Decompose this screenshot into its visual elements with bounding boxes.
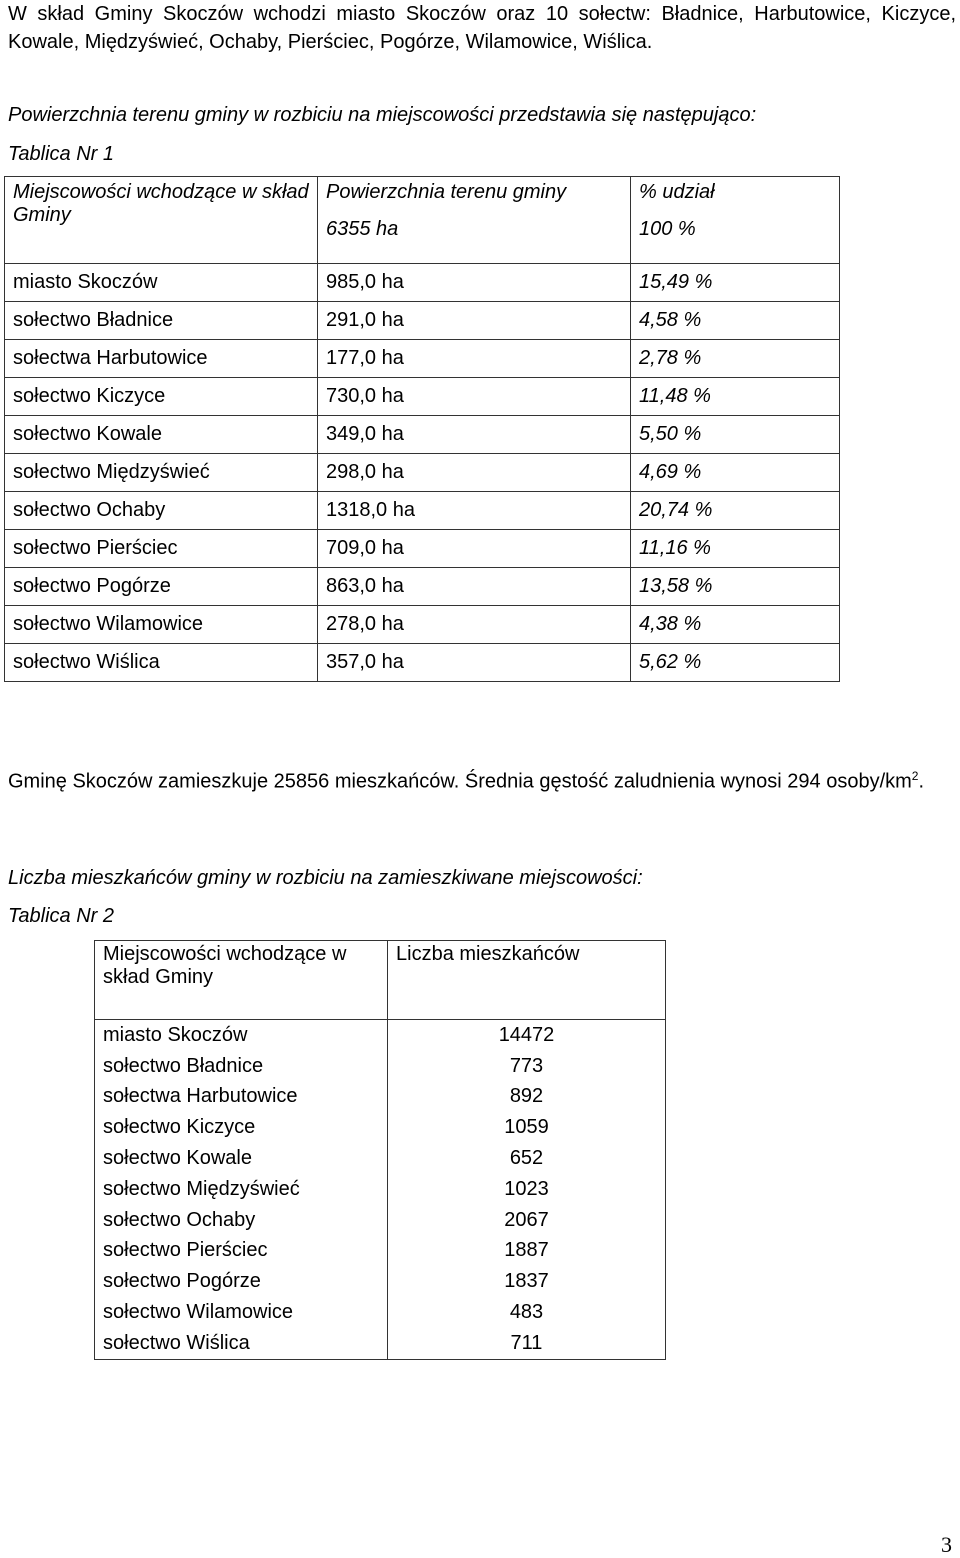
table-row (5, 454, 840, 492)
table-row (95, 1236, 666, 1267)
row-locality: sołectwo Wilamowice (95, 1297, 388, 1328)
population-table-header (95, 941, 666, 1020)
table-row (95, 1266, 666, 1297)
row-locality: sołectwa Harbutowice (95, 1082, 388, 1113)
header-area-total: 6355 ha (326, 218, 399, 240)
row-locality: sołectwo Wiślica (5, 644, 318, 682)
row-locality: sołectwa Harbutowice (5, 340, 318, 378)
row-population: 773 (388, 1051, 666, 1082)
population-intro: Liczba mieszkańców gminy w rozbiciu na zamieszkiwane miejscowości: (8, 867, 643, 889)
row-population: 2067 (388, 1205, 666, 1236)
table-row (5, 644, 840, 682)
row-area: 298,0 ha (318, 454, 631, 492)
row-population: 14472 (388, 1020, 666, 1051)
table-row (5, 492, 840, 530)
row-area: 278,0 ha (318, 606, 631, 644)
row-population: 1837 (388, 1266, 666, 1297)
table-row (95, 1112, 666, 1143)
table-row (95, 1051, 666, 1082)
row-area: 357,0 ha (318, 644, 631, 682)
table-row (95, 1082, 666, 1113)
row-area: 291,0 ha (318, 302, 631, 340)
area-table-header (5, 177, 840, 264)
row-locality: miasto Skoczów (5, 264, 318, 302)
row-locality: sołectwo Pogórze (5, 568, 318, 606)
row-population: 711 (388, 1328, 666, 1359)
row-locality: sołectwo Pierściec (95, 1236, 388, 1267)
table-row (5, 340, 840, 378)
row-locality: sołectwo Międzyświeć (5, 454, 318, 492)
row-locality: sołectwo Pierściec (5, 530, 318, 568)
table-row (95, 1020, 666, 1051)
population-table (94, 940, 666, 1360)
header-locality: Miejscowości wchodzące w skład Gminy (95, 941, 388, 1020)
row-area: 709,0 ha (318, 530, 631, 568)
table-row (5, 416, 840, 454)
header-share (631, 177, 840, 264)
row-share: 20,74 % (631, 492, 840, 530)
row-share: 5,50 % (631, 416, 840, 454)
table-row (5, 378, 840, 416)
row-share: 2,78 % (631, 340, 840, 378)
intro-paragraph: W skład Gminy Skoczów wchodzi miasto Skoczów oraz 10 sołectw: Bładnice, Harbutowice, Kiczyce, Kowale, Międzyświeć, Ochaby, Pierściec, Pogórze, Wilamowice, Wiślica. (8, 3, 956, 53)
header-area (318, 177, 631, 264)
row-locality: sołectwo Wiślica (95, 1328, 388, 1359)
row-population: 892 (388, 1082, 666, 1113)
population-text: Gminę Skoczów zamieszkuje 25856 mieszkańców. Średnia gęstość zaludnienia wynosi 294 osoby/km (8, 770, 912, 793)
row-locality: sołectwo Wilamowice (5, 606, 318, 644)
row-locality: miasto Skoczów (95, 1020, 388, 1051)
row-area: 349,0 ha (318, 416, 631, 454)
row-area: 985,0 ha (318, 264, 631, 302)
row-share: 13,58 % (631, 568, 840, 606)
row-area: 863,0 ha (318, 568, 631, 606)
row-locality: sołectwo Bładnice (95, 1051, 388, 1082)
table-row (5, 530, 840, 568)
population-end: . (918, 770, 925, 793)
population-superscript: 2 (911, 769, 919, 783)
row-share: 11,16 % (631, 530, 840, 568)
header-population: Liczba mieszkańców (388, 941, 666, 1020)
row-population: 1059 (388, 1112, 666, 1143)
row-locality: sołectwo Ochaby (95, 1205, 388, 1236)
row-locality: sołectwo Kiczyce (5, 378, 318, 416)
population-paragraph (8, 764, 956, 794)
row-area: 177,0 ha (318, 340, 631, 378)
row-population: 1023 (388, 1174, 666, 1205)
row-area: 730,0 ha (318, 378, 631, 416)
row-locality: sołectwo Ochaby (5, 492, 318, 530)
area-table (4, 176, 840, 682)
table-row (5, 606, 840, 644)
row-locality: sołectwo Bładnice (5, 302, 318, 340)
header-locality-label: Miejscowości wchodzące w skład Gminy (13, 181, 309, 226)
table-row (5, 264, 840, 302)
row-population: 483 (388, 1297, 666, 1328)
row-share: 4,58 % (631, 302, 840, 340)
row-locality: sołectwo Międzyświeć (95, 1174, 388, 1205)
table-row (95, 1297, 666, 1328)
row-share: 4,38 % (631, 606, 840, 644)
row-locality: sołectwo Kiczyce (95, 1112, 388, 1143)
page-number: 3 (941, 1532, 952, 1557)
header-locality (5, 177, 318, 264)
header-share-label: % udział (639, 181, 715, 203)
row-locality: sołectwo Kowale (5, 416, 318, 454)
row-share: 4,69 % (631, 454, 840, 492)
table-row (95, 1143, 666, 1174)
table-row (5, 568, 840, 606)
row-locality: sołectwo Kowale (95, 1143, 388, 1174)
table-row (5, 302, 840, 340)
header-area-label: Powierzchnia terenu gminy (326, 181, 567, 203)
table1-caption: Tablica Nr 1 (8, 143, 114, 165)
row-share: 11,48 % (631, 378, 840, 416)
header-share-total: 100 % (639, 218, 696, 240)
row-population: 652 (388, 1143, 666, 1174)
table-row (95, 1205, 666, 1236)
row-area: 1318,0 ha (318, 492, 631, 530)
row-share: 5,62 % (631, 644, 840, 682)
row-locality: sołectwo Pogórze (95, 1266, 388, 1297)
table2-caption: Tablica Nr 2 (8, 905, 114, 927)
table-row (95, 1328, 666, 1359)
area-intro: Powierzchnia terenu gminy w rozbiciu na miejscowości przedstawia się następująco: (8, 104, 757, 126)
row-share: 15,49 % (631, 264, 840, 302)
table-row (95, 1174, 666, 1205)
row-population: 1887 (388, 1236, 666, 1267)
